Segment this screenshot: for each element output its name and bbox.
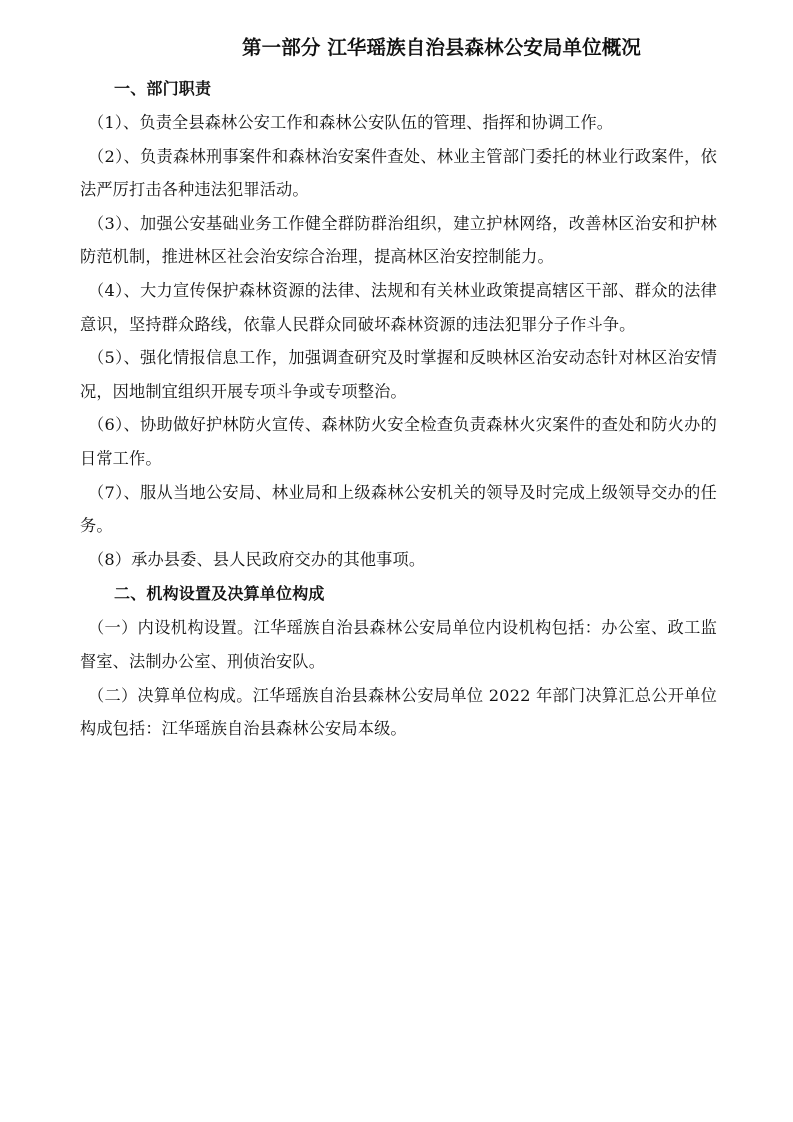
duty-paragraph-2: （2）、负责森林刑事案件和森林治安案件查处、林业主管部门委托的林业行政案件，依法严厉打击各种违法犯罪活动。	[80, 146, 717, 200]
duty-paragraph-7: （7）、服从当地公安局、林业局和上级森林公安机关的领导及时完成上级领导交办的任务。	[80, 482, 717, 536]
organization-paragraph-1: （一）内设机构设置。江华瑶族自治县森林公安局单位内设机构包括：办公室、政工监督室、法制办公室、刑侦治安队。	[80, 618, 717, 671]
duty-paragraph-5: （5）、强化情报信息工作，加强调查研究及时掌握和反映林区治安动态针对林区治安情况，因地制宜组织开展专项斗争或专项整治。	[80, 348, 717, 401]
section-heading: 二、机构设置及决算单位构成	[114, 584, 325, 604]
duty-paragraph-3: （3）、加强公安基础业务工作健全群防群治组织，建立护林网络，改善林区治安和护林防范机制，推进林区社会治安综合治理，提高林区治安控制能力。	[80, 213, 717, 267]
duty-paragraph-4: （4）、大力宣传保护森林资源的法律、法规和有关林业政策提高辖区干部、群众的法律意识，坚持群众路线，依靠人民群众同破坏森林资源的违法犯罪分子作斗争。	[80, 280, 717, 334]
page-title: 第一部分 江华瑶族自治县森林公安局单位概况	[242, 36, 641, 59]
section-heading: 一、部门职责	[114, 79, 212, 98]
organization-paragraph-2: （二）决算单位构成。江华瑶族自治县森林公安局单位 2022 年部门决算汇总公开单位构成包括：江华瑶族自治县森林公安局本级。	[80, 685, 717, 739]
section-department-duties	[80, 71, 717, 576]
duty-paragraph-1: （1）、负责全县森林公安工作和森林公安队伍的管理、指挥和协调工作。	[88, 113, 614, 132]
section-organization	[80, 576, 717, 745]
duty-paragraph-6: （6）、协助做好护林防火宣传、森林防火安全检查负责森林火灾案件的查处和防火办的日常工作。	[80, 415, 717, 468]
duty-paragraph-8: （8）承办县委、县人民政府交办的其他事项。	[88, 549, 426, 569]
